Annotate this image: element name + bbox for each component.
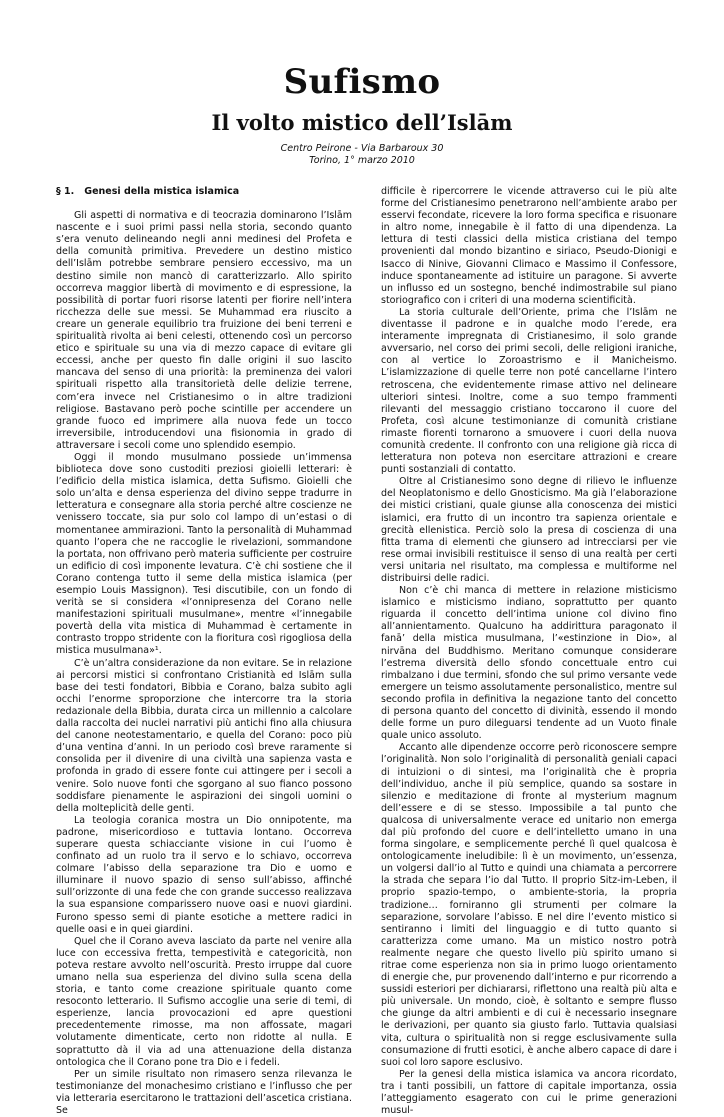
paragraph: Non c’è chi manca di mettere in relazione misticismo islamico e misticismo indiano, soprattutto per quanto riguarda il concetto dell’intima unione col divino fino all’annientamento. Qualcuno ha addirittura paragonato il fanā’ della mistica musulmana, l’«estinzione in Dio», al nirvāna del Buddhismo. Meritano comunque considerare l’estrema diversità dello sfondo concettuale entro cui rimbalzano i due termini, sfondo che sul primo versante vede emergere un teismo assolutamente personalistico, mentre sul secondo profila in definitiva la negazione tanto del concetto di persona quanto del concetto di divinità, essendo il mondo delle forme un puro dileguarsi tendente ad un Vuoto finale quale unico assoluto. xyxy=(381,585,677,742)
paragraph: Accanto alle dipendenze occorre però riconoscere sempre l’originalità. Non solo l’originalità di personalità geniali capaci di intuizioni o di sintesi, ma l’originalità che è propria dell’individuo, anche il più semplice, quando sa sostare in silenzio e meditazione di fronte al mysterium magnum dell’essere e di se stesso. Impossibile a tal punto che qualcosa di universalmente verace ed unitario non emerga dal più profondo del cuore e dell’intelletto umano in una forma singolare, e semplicemente perché lì quel qualcosa è ontologicamente ineludibile: lì è un movimento, un’essenza, un volgersi dall’io al Tutto e quindi una chiamata a percorrere la strada che separa l’io dal Tutto. Il proprio Sitz-im-Leben, il proprio spazio-tempo, o ambiente-storia, la propria tradizione… forniranno gli strumenti per colmare la separazione, sorvolare l’abisso. E nel dire l’evento mistico si sentiranno i limiti del linguaggio e di tutto quanto si caratterizza come umano. Ma un mistico nostro potrà realmente negare che questo livello più spirito umano si ritrae come esperienza non sia in primo luogo orientamento di energie che, pur provenendo dall’interno e pur ricorrendo a sussidi esteriori per dichiararsi, riflettono una realtà più alta e più universale. Un mondo, cioè, è soltanto e sempre flusso che giunge da altri ambienti e di cui è necessario insegnare le derivazioni, per quanto sia giusto farlo. Tuttavia qualsiasi vita, cultura o spiritualità non si regge esclusivamente sulla consumazione di frutti esotici, è anche albero capace di dare i suoi col loro sapore esclusivo. xyxy=(381,742,677,1068)
paragraph: Per un simile risultato non rimasero senza rilevanza le testimonianze del monachesimo cristiano e l’influsso che per via letteraria esercitarono le trattazioni dell’ascetica cristiana. Se xyxy=(56,1068,352,1117)
venue-line: Centro Peirone - Via Barbaroux 30 xyxy=(280,143,444,154)
paragraph: Quel che il Corano aveva lasciato da parte nel venire alla luce con eccessiva fretta, tempestività e categoricità, non poteva restare avvolto nell’oscurità. Presto irruppe dal cuore umano nella sua esperienza del divino sulla scena della storia, e tanto come creazione spirituale quanto come resoconto letterario. Il Sufismo accoglie una serie di temi, di esperienze, lancia provocazioni ed apre questioni precedentemente rimosse, ma non affossate, magari volutamente dimenticate, certo non ridotte al nulla. E soprattutto dà il via ad una attenuazione della distanza ontologica che il Corano pone tra Dio e i fedeli. xyxy=(56,935,352,1068)
paragraph: C’è un’altra considerazione da non evitare. Se in relazione ai percorsi mistici si confrontano Cristianità ed Islām sulla base dei testi fondatori, Bibbia e Corano, balza subito agli occhi l’enorme sproporzione che intercorre tra la storia redazionale della Bibbia, durata circa un millennio a calcolare dalla raccolta dei nuclei narrativi più antichi fino alla chiusura del canone neotestamentario, e quella del Corano: poco più d’una ventina d’anni. In un periodo così breve raramente si consolida per il divenire di una civiltà una sapienza vasta e profonda in grado di essere fonte cui attingere per i secoli a venire. Solo nuove fonti che sgorgano al suo fianco possono soddisfare pienamente le aspirazioni dei singoli uomini o della molteplicità delle genti. xyxy=(56,657,352,814)
left-column xyxy=(56,186,352,1117)
section-heading-text: Genesi della mistica islamica xyxy=(84,186,240,197)
paragraph: Per la genesi della mistica islamica va ancora ricordato, tra i tanti possibili, un fattore di capitale importanza, ossia l’atteggiamento esagerato con cui le prime generazioni musul- xyxy=(381,1068,677,1117)
date-line: Torino, 1° marzo 2010 xyxy=(309,155,415,166)
paragraph: Oggi il mondo musulmano possiede un’immensa biblioteca dove sono custoditi preziosi gioielli letterari: è l’edificio della mistica islamica, detta Sufismo. Gioielli che solo un’alta e densa esperienza del divino seppe tradurre in letteratura e consegnare alla storia perché altre coscienze ne venissero toccate, sia pur solo col lampo di un’estasi o di momentanee ammirazioni. Tanto la personalità di Muhammad quanto l’opera che ne raccoglie le rivelazioni, sommandone la portata, non offrivano però materia sufficiente per costruire un edificio di così imponente levatura. C’è chi sostiene che il Corano contenga tutto il seme della mistica islamica (per esempio Louis Massignon). Tesi discutibile, con un fondo di verità se si considera «l’onnipresenza del Corano nelle manifestazioni spirituali musulmane», mentre «l’innegabile povertà della vita mistica di Muhammad è certamente in contrasto troppo stridente con la fioritura così rigogliosa della mistica musulmana»¹. xyxy=(56,451,352,657)
paragraph: Oltre al Cristianesimo sono degne di rilievo le influenze del Neoplatonismo e dello Gnosticismo. Ma già l’elaborazione dei mistici cristiani, quale giunse alla conoscenza dei mistici islamici, era frutto di un incontro tra sapienza orientale e grecità ellenistica. Perciò solo la presa di coscienza di una fitta trama di elementi che giunsero ad intrecciarsi per vie rese ormai invisibili restituisce il senso di una realtà per certi versi unitaria nel risultato, ma complessa e multiforme nel distribuirsi delle radici. xyxy=(381,476,677,584)
paragraph: La teologia coranica mostra un Dio onnipotente, ma padrone, misericordioso e tuttavia lontano. Occorreva superare questa schiacciante visione in cui l’uomo è confinato ad un ruolo tra il servo e lo schiavo, occorreva colmare l’abisso della separazione tra Dio e uomo e illuminare il nuovo spazio di senso sull’abisso, affinché sull’orizzonte di una fede che con grande successo realizzava la sua espansione comparissero nuove oasi e nuovi giardini. Furono spesso semi di piante esotiche a mettere radici in quelle oasi e in quei giardini. xyxy=(56,814,352,935)
paragraph: La storia culturale dell’Oriente, prima che l’Islām ne diventasse il padrone e in qualche modo l’erede, era interamente impregnata di Cristianesimo, il solo grande avversario, nel corso dei primi secoli, delle religioni iraniche, con al vertice lo Zoroastrismo e il Manicheismo. L’islamizzazione di quelle terre non poté cancellarne l’intero retroscena, che evidentemente rimase attivo nel delineare ulteriori sintesi. Inoltre, come a suo tempo frammenti rilevanti del messaggio cristiano toccarono il cuore del Profeta, così alcune testimonianze di comunità cristiane rimaste fiorenti tornarono a smuovere i cuori della nuova comunità credente. Il confronto con una religione già ricca di letteratura non poteva non esercitare attrazioni e creare punti sostanziali di contatto. xyxy=(381,306,677,476)
right-column xyxy=(381,186,677,1117)
document-meta xyxy=(0,143,724,167)
document-subtitle: Il volto mistico dell’Islām xyxy=(211,110,513,135)
paragraph: difficile è ripercorrere le vicende attraverso cui le più alte forme del Cristianesimo penetrarono nell’ambiente arabo per esservi fecondate, ricevere la loro forma specifica e risuonare in altro nome, innegabile è il fatto di una dipendenza. La lettura di testi classici della mistica cristiana del tempo provenienti dal mondo bizantino e siriaco, Pseudo-Dionigi e Isacco di Ninive, Giovanni Climaco e Massimo il Confessore, induce spontaneamente ad istituire un paragone. Si avverte un influsso ed un sostegno, benché indimostrabile sul piano storiografico con i criteri di una moderna scientificità. xyxy=(381,186,677,306)
document-title: Sufismo xyxy=(283,62,441,102)
section-heading xyxy=(56,186,352,198)
paragraph: Gli aspetti di normativa e di teocrazia dominarono l’Islām nascente e i suoi primi passi nella storia, secondo quanto s’era venuto delineando negli anni medinesi del Profeta e della comunità primitiva. Prevedere un destino mistico dell’Islām potrebbe sembrare pensiero eccessivo, ma un destino simile non mancò di caratterizzarlo. Allo spirito occorreva maggior libertà di movimento e di espressione, la possibilità di portar fuori risorse latenti per fiorire nell’intera ricchezza delle sue messi. Se Muhammad era riuscito a creare un generale equilibrio tra fruizione dei beni terreni e spiritualità rivolta ai beni celesti, ottenendo così un percorso etico e spirituale su una via di mezzo capace di evitare gli eccessi, anche per questo fin dalle origini il suo lascito mancava del senso di una priorità: la preminenza dei valori spirituali rispetto alla transitorietà delle delizie terrene, com’era invece nel Cristianesimo o in altre tradizioni religiose. Bastavano però poche scintille per accendere un grande fuoco ed imprimere alla nuova fede un tocco irreversibile, introducendovi una fisionomia in grado di attraversare i secoli come uno splendido esempio. xyxy=(56,210,352,451)
section-number: § 1. xyxy=(56,186,75,197)
